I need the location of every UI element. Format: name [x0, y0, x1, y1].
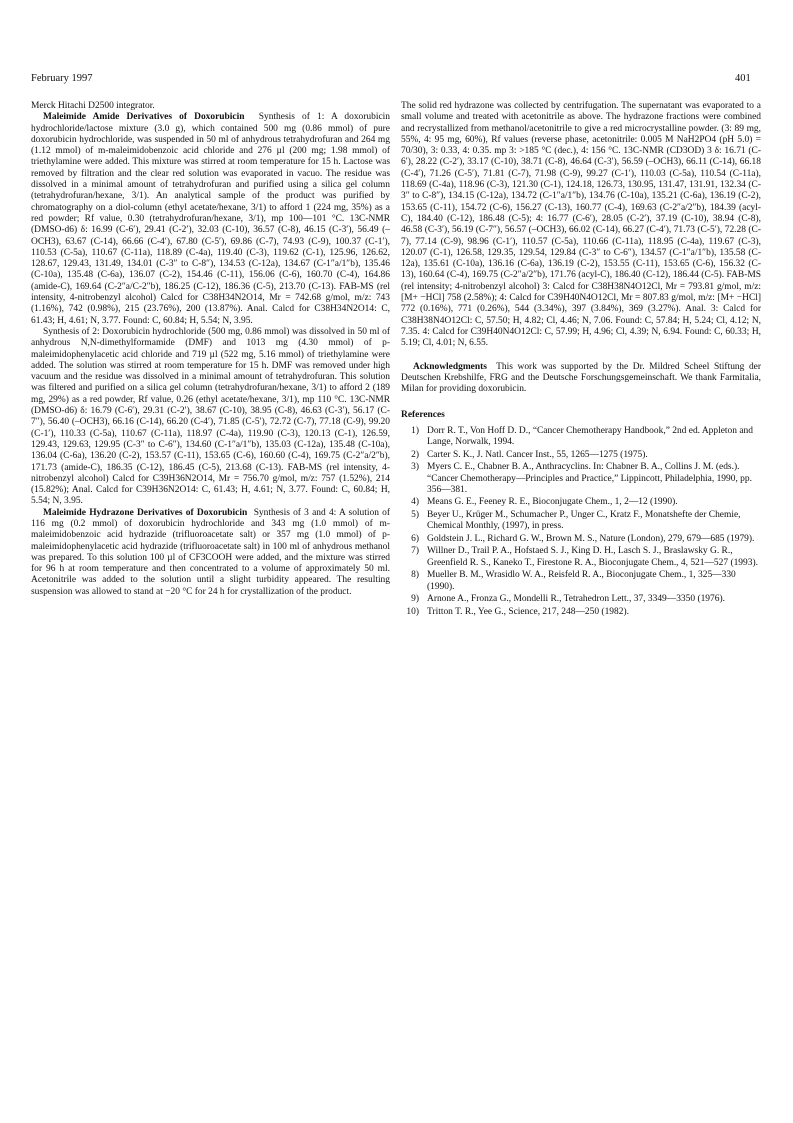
synthesis-3-4-text: Synthesis of 3 and 4: A solution of 116 mg (0.2 mmol) of doxorubicin hydrochloride and 343 mg (1.0 mmol) of m-maleimidobenzoic acid hydrazide (trifluoroacetate salt) or 357 mg (1.0 mmol) of p-maleimidophenylacetic acid hydrazide (trifluoroacetate salt) in 100 ml of anhydrous methanol was prepared. To this solution 100 µl of CF3COOH were added, and the mixture was stirred for 96 h at room temperature and then concentrated to a volume of approximately 50 ml. Acetonitrile was added to the solution until a slight turbidity appeared. The resulting suspension was allowed to stand at −20 °C for 24 h for crystallization of the product.: [31, 507, 391, 597]
reference-text: Beyer U., Krüger M., Schumacher P., Unger C., Kratz F., Monatshefte der Chemie, Chemical Monthly, (1997), in press.: [427, 509, 741, 532]
reference-number: 9): [411, 594, 419, 605]
reference-text: Myers C. E., Chabner B. A., Anthracyclins. In: Chabner B. A., Collins J. M. (eds.). “Cancer Chemotherapy—Principles and Practice,” Lippincott, Philadelphia, 1990, pp. 356—381.: [427, 462, 752, 495]
reference-text: Dorr R. T., Von Hoff D. D., “Cancer Chemotherapy Handbook,” 2nd ed. Appleton and Lange, Norwalk, 1994.: [427, 425, 753, 448]
paragraph-integrator: Merck Hitachi D2500 integrator.: [31, 101, 155, 111]
reference-item: [401, 450, 761, 461]
reference-text: Goldstein J. L., Richard G. W., Brown M. S., Nature (London), 279, 679—685 (1979).: [427, 533, 755, 544]
reference-number: 2): [411, 449, 419, 460]
reference-text: Mueller B. M., Wrasidlo W. A., Reisfeld R. A., Bioconjugate Chem., 1, 325—330 (1990).: [427, 570, 736, 592]
page-number: 401: [735, 73, 751, 84]
reference-item: [401, 426, 761, 449]
section-heading-maleimide-hydrazone: Maleimide Hydrazone Derivatives of Doxorubicin: [43, 507, 248, 518]
left-column: [31, 101, 390, 598]
reference-text: Arnone A., Fronza G., Mondelli R., Tetrahedron Lett., 37, 3349—3350 (1976).: [427, 594, 725, 605]
synthesis-1-text: Synthesis of 1: A doxorubicin hydrochloride/lactose mixture (3.0 g), which contained 500 mg (0.86 mmol) of pure doxorubicin hydrochloride, was suspended in 50 ml of anhydrous tetrahydrofuran and 264 mg (1.12 mmol) of m-maleimidobenzoic acid chloride and 276 µl (200 mg; 1.98 mmol) of triethylamine were added. This mixture was stirred at room temperature for 15 h. Lactose was removed by filtration and the clear red solution was evaporated in vacuo. The residue was dissolved in a minimal amount of tetrahydrofuran and purified using a silica gel column (tetrahydrofuran/hexane, 3/1). An analytical sample of the product was purified by chromatography on a diol-column (ethyl acetate/hexane, 3/1) to afford 1 (224 mg, 35%) as a red powder; Rf value, 0.30 (tetrahydrofuran/hexane, 3/1), mp 100—101 °C. 13C-NMR (DMSO-d6) δ: 16.99 (C-6′), 29.41 (C-2′), 32.03 (C-10), 36.57 (C-8), 46.15 (C-3′), 56.49 (–OCH3), 63.67 (C-14), 66.66 (C-4′), 67.80 (C-5′), 69.86 (C-7), 74.93 (C-9), 100.37 (C-1′), 110.53 (C-5a), 110.67 (C-11a), 118.89 (C-4a), 119.40 (C-3), 119.62 (C-1), 125.96, 126.62, 128.67, 129.43, 131.49, 134.01 (C-3″ to C-8″), 134.53 (C-12a), 134.67 (C-1″a/1″b), 135.46 (C-10a), 135.48 (C-6a), 136.07 (C-2), 154.46 (C-11), 156.06 (C-6), 160.70 (C-4), 164.86 (amide-C), 169.64 (C-2″a/C-2″b), 186.25 (C-12), 186.36 (C-5), 213.70 (C-13). FAB-MS (rel intensity, 4-nitrobenzyl alcohol) Calcd for C38H34N2O14, Mr = 742.68 g/mol, m/z: 743 (1.16%), 742 (0.98%), 215 (23.76%), 200 (13.87%). Anal. Calcd for C38H34N2O14: C, 61.43; H, 4.61; N, 3.77. Found: C, 60.84; H, 5.54; N, 3.95.: [31, 112, 391, 326]
reference-item: [401, 534, 761, 545]
reference-text: Willner D., Trail P. A., Hofstaed S. J., King D. H., Lasch S. J., Braslawsky G. R., Greenfield R. S., Kaneko T., Firestone R. A., Bioconjugate Chem., 4, 521—527 (1993).: [427, 546, 758, 568]
reference-text: Tritton T. R., Yee G., Science, 217, 248—250 (1982).: [427, 606, 629, 617]
paragraph-synthesis-2: Synthesis of 2: Doxorubicin hydrochloride (500 mg, 0.86 mmol) was dissolved in 50 ml of anhydrous N,N-dimethylformamide (DMF) and 1013 mg (4.30 mmol) of p-maleimidophenylacetic acid chloride and 719 µl (522 mg, 5.16 mmol) of triethylamine were added. The solution was stirred at room temperature for 15 h. DMF was removed under high vacuum and the residue was dissolved in a minimal amount of tetrahydrofuran. This solution was filtered and purified on a silica gel column (tetrahydrofuran/hexane, 3/1) to afford 2 (189 mg, 29%) as a red powder, Rf value, 0.26 (ethyl acetate/hexane, 3/1), mp 110 °C. 13C-NMR (DMSO-d6) δ: 16.79 (C-6′), 29.31 (C-2′), 38.67 (C-10), 38.95 (C-8), 46.63 (C-3′), 56.17 (C-7″), 56.40 (–OCH3), 66.16 (C-14), 66.20 (C-4′), 71.85 (C-5′), 72.72 (C-7), 77.18 (C-9), 99.20 (C-1′), 110.33 (C-5a), 110.67 (C-11a), 118.97 (C-4a), 119.90 (C-3), 120.13 (C-1), 126.59, 129.43, 129.63, 129.95 (C-3″ to C-6″), 134.60 (C-1″a/1″b), 135.03 (C-12a), 135.48 (C-10a), 136.04 (C-6a), 136.20 (C-2), 153.57 (C-11), 153.65 (C-6), 160.60 (C-4), 169.75 (C-2″a/2″b), 171.73 (amide-C), 186.35 (C-12), 186.45 (C-5), 213.68 (C-13). FAB-MS (rel intensity, 4-nitrobenzyl alcohol) Calcd for C39H36N2O14, Mr = 756.70 g/mol, m/z: 757 (1.52%), 214 (15.82%); Anal. Calcd for C39H36N2O14: C, 61.43; H, 4.61; N, 3.77. Found: C, 60.84; H, 5.54; N, 3.95.: [31, 326, 390, 507]
reference-text: Carter S. K., J. Natl. Cancer Inst., 55, 1265—1275 (1975).: [427, 449, 648, 460]
reference-number: 5): [411, 509, 419, 520]
paragraph-hydrazone-characterization: The solid red hydrazone was collected by centrifugation. The supernatant was evaporated to a small volume and treated with acetonitrile as above. The hydrazone fractions were combined and recrystallized from methanol/acetonitrile to give a red microcrystalline powder. (3: 89 mg, 55%, 4: 95 mg, 60%), Rf values (reverse phase, acetonitrile: 0.005 M NaH2PO4 (pH 5.0) = 70/30), 3: 0.33, 4: 0.35. mp 3: >185 °C (dec.), 4: 156 °C. 13C-NMR (CD3OD) 3 δ: 16.71 (C-6′), 28.22 (C-2′), 33.17 (C-10), 38.71 (C-8), 46.64 (C-3′), 56.59 (–OCH3), 66.11 (C-14), 66.18 (C-4′), 71.26 (C-5′), 71.81 (C-7), 71.98 (C-9), 99.27 (C-1′), 110.03 (C-5a), 110.54 (C-11a), 118.69 (C-4a), 118.96 (C-3), 121.30 (C-1), 124.18, 126.73, 130.95, 131.47, 131.91, 132.34 (C-3″ to C-8″), 134.15 (C-12a), 134.72 (C-1″a/1″b), 134.76 (C-10a), 135.21 (C-6a), 136.19 (C-2), 153.65 (C-11), 154.72 (C-6), 156.27 (C-13), 160.77 (C-4), 169.63 (C-2″a/2″b), 184.39 (acyl-C), 184.40 (C-12), 186.48 (C-5); 4: 16.77 (C-6′), 28.05 (C-2′), 37.19 (C-10), 38.94 (C-8), 46.58 (C-3′), 56.19 (C-7″), 56.57 (–OCH3), 66.02 (C-14), 66.27 (C-4′), 71.73 (C-5′), 72.28 (C-7), 77.14 (C-9), 98.96 (C-1′), 110.57 (C-5a), 110.66 (C-11a), 118.95 (C-4a), 119.67 (C-3), 120.07 (C-1), 126.58, 129.35, 129.54, 129.84 (C-3″ to C-6″), 134.57 (C-1″a/1″b), 135.58 (C-12a), 135.61 (C-10a), 136.16 (C-6a), 136.19 (C-2), 153.55 (C-11), 153.65 (C-6), 156.32 (C-13), 160.64 (C-4), 169.75 (C-2″a/2″b), 171.76 (acyl-C), 186.40 (C-12), 186.44 (C-5). FAB-MS (rel intensity; 4-nitrobenzyl alcohol) 3: Calcd for C38H38N4O12Cl, Mr = 793.81 g/mol, m/z: [M+ −HCl] 758 (2.58%); 4: Calcd for C39H40N4O12Cl, Mr = 807.83 g/mol, m/z: [M+ −HCl] 772 (0.16%), 771 (0.26%), 544 (3.34%), 397 (3.84%), 369 (3.27%). Anal. 3: Calcd for C38H38N4O12Cl: C, 57.50; H, 4.82; Cl, 4.46; N, 7.06. Found: C, 57.84; H, 5.24; Cl, 4.12; N, 7.35. 4: Calcd for C39H40N4O12Cl: C, 57.99; H, 4.96; Cl, 4.39; N, 6.94. Found: C, 60.33; H, 5.19; Cl, 4.01; N, 6.55.: [401, 101, 761, 349]
reference-item: [401, 594, 761, 605]
reference-number: 4): [411, 497, 419, 508]
paragraph-synthesis-3-4: [31, 508, 390, 598]
reference-item: [401, 607, 761, 618]
reference-item: [401, 497, 761, 508]
reference-number: 6): [411, 533, 419, 544]
reference-number: 8): [411, 570, 419, 581]
paragraph-synthesis-1: [31, 112, 390, 327]
running-header-date: February 1997: [31, 73, 93, 84]
reference-item: [401, 510, 761, 533]
acknowledgments-heading: Acknowledgments: [413, 361, 487, 372]
reference-number: 1): [411, 425, 419, 436]
reference-item: [401, 546, 761, 569]
reference-item: [401, 570, 761, 593]
references-heading: References: [401, 410, 445, 421]
acknowledgments-text: This work was supported by the Dr. Mildred Scheel Stiftung der Deutschen Krebshilfe, FRG and the Deutsche Forschungsgemeinschaft. We thank Farmitalia, Milan for providing doxorubicin.: [401, 361, 762, 395]
section-heading-maleimide-amide: Maleimide Amide Derivatives of Doxorubicin: [43, 112, 245, 123]
right-column: [401, 101, 761, 619]
references-list: [401, 426, 761, 618]
reference-number: 7): [411, 546, 419, 557]
reference-item: [401, 462, 761, 496]
acknowledgments: [401, 362, 761, 396]
reference-number: 10): [406, 606, 419, 617]
reference-number: 3): [411, 462, 419, 473]
reference-text: Means G. E., Feeney R. E., Bioconjugate Chem., 1, 2—12 (1990).: [427, 497, 678, 508]
